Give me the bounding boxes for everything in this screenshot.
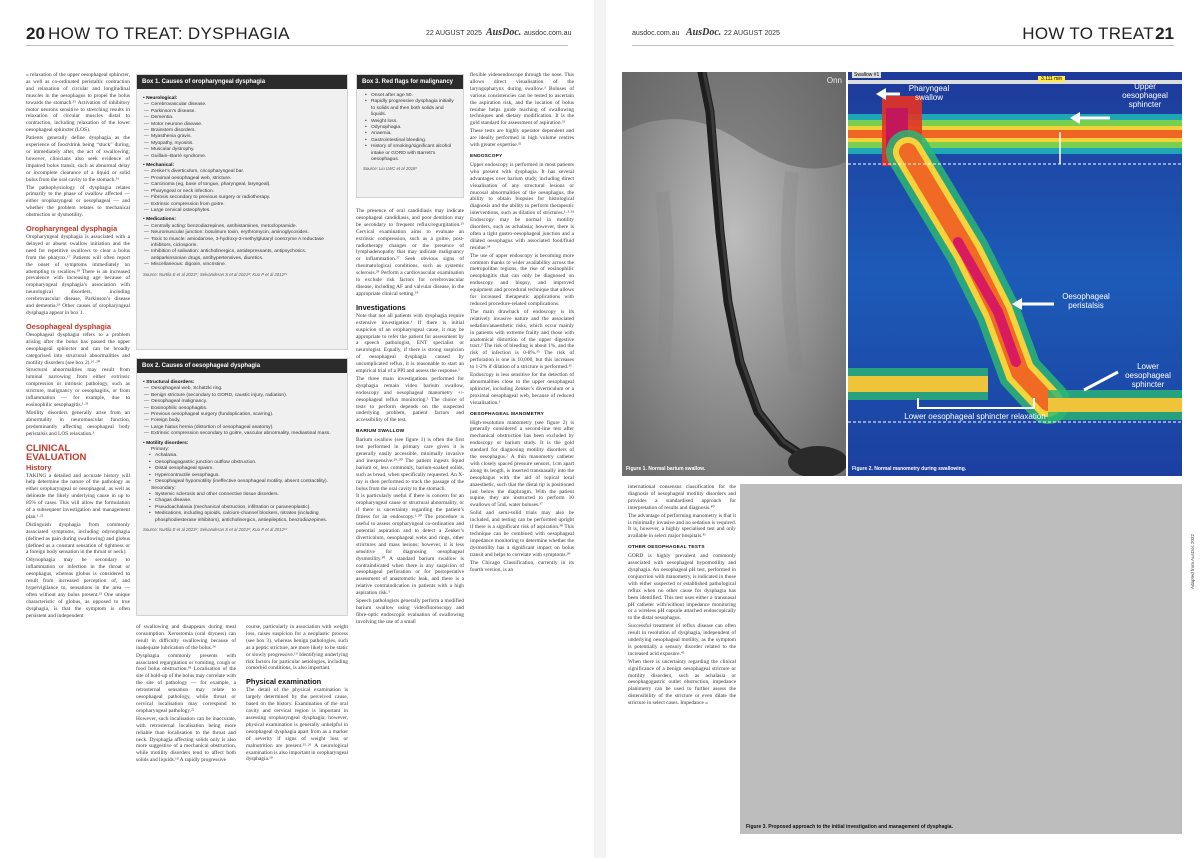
box-list-item: • Hypercontractile oesophagus.: [143, 473, 341, 479]
page-title: HOW TO TREAT: [1022, 24, 1154, 43]
box-list-item: • Pseudoachalasia (mechanical obstruction, infiltration or paraneoplastic).: [143, 505, 341, 511]
box-list: [363, 93, 457, 163]
figure-2-caption: Figure 2. Normal manometry during swallowing.: [852, 466, 967, 472]
box-list-item: — Fibrosis secondary to previous surgery or radiotherapy.: [143, 195, 341, 201]
paragraph: Solid and semi-solid trials may also be included, and testing can be performed upright if there is a significant risk of aspiration.³⁸ This technique can be combined with oesophageal impedance monitoring to determine whether the dysmotility has a significant impact on bolus transit and helps to correlate with symptoms.³⁹: [470, 510, 574, 558]
box-list-item: — Muscular dystrophy.: [143, 147, 341, 153]
page-title: HOW TO TREAT: DYSPHAGIA: [48, 24, 290, 43]
box-list-item: • Onset after age 50.: [363, 93, 457, 99]
paragraph: The three main investigations performed for dysphagia remain video barium swallow, endoscopy and oesophageal manometry +/- oesophageal reflux monitoring.¹ The choice of tests to perform depends on the suspected underlying problem, patient factors and accessibility of the test.: [356, 375, 464, 424]
box-list-item: — Cerebrovascular disease.: [143, 102, 341, 108]
label-upper-sphincter: Upper oesophageal sphincter: [1122, 82, 1168, 109]
paragraph: Upper endoscopy is performed in most patients who present with dysphagia. It has several advantages over barium study, including direct visualisation of any structural lesions or mucosal abnormalities of the oesophagus, the ability to obtain biopsies for histological diagnosis and the ability to perform therapeutic interventions, such as dilation of strictures.¹·³·³³ Endoscopy may be normal in motility disorders, such as achalasia; however, there is often a tight gastro-oesophageal junction and a dilated oesophagus with associated food/fluid residue.³⁴: [470, 161, 574, 251]
box-list-item: — Previous oesophageal surgery (fundoplication, scarring).: [143, 412, 341, 418]
box-list-item: — Large cervical osteophytes.: [143, 208, 341, 214]
box-list-item: • Chagas disease.: [143, 498, 341, 504]
label-peristalsis: Oesophageal peristalsis: [1062, 292, 1110, 310]
box-list-item: — Guillain–Barré syndrome.: [143, 154, 341, 160]
section-heading-oesophageal: Oesophageal dysphagia: [26, 321, 112, 331]
box-list-item: — Miscellaneous: digoxin, vincristine.: [143, 262, 341, 268]
box-category: • Mechanical:: [143, 163, 175, 169]
paragraph: Structural abnormalities may result from luminal narrowing from either extrinsic compression or intrinsic pathology, such as stricture, malignancy or oesophagitis, or from inflammation — for example, due to eosinophilic oesophagitis.¹·²¹: [26, 367, 130, 408]
page-number: 21: [1155, 24, 1174, 43]
box-list-item: — Zenker’s diverticulum, cricopharyngeal bar.: [143, 169, 341, 175]
text-column-1: [26, 72, 130, 852]
box-list-item: • Distal oesophageal spasm.: [143, 466, 341, 472]
paragraph: Patients generally define dysphagia as the experience of food/drink being “stuck” during, or immediately after, the act of swallowing; however, clinicians also seek evidence of impaired bolus transit, such as abnormal delay or incomplete clearance of a liquid or solid bolus from the oral cavity to the stomach.¹⁶: [26, 135, 130, 183]
box-list-item: — Dementia.: [143, 115, 341, 121]
box-list-item: • Achalasia.: [143, 453, 341, 459]
paragraph: Odynophagia may be secondary to inflammation or infection in the throat or oesophagus, whereas globus is considered to result from increased perception of, and hypervigilance to, sensations in the area — often without any bolus present.²³ One unique characteristic of globus, as opposed to true dysphagia, is that the symptom is often persistent and independent: [26, 557, 130, 619]
box-list: Primary:: [151, 447, 170, 453]
box-list-item: • Systemic sclerosis and other connective tissue disorders.: [143, 492, 341, 498]
paragraph: course, particularly in association with weight loss, raises suspicion for a neoplastic process (see box 3). whereas benign pathologies, such as a peptic stricture, are more likely to be static or slowly progressive.¹⁶ Identifying underlying risk factors for particular aetiologies, including comorbid conditions, is also important.: [246, 624, 348, 672]
barium-swallow-heading: BARIUM SWALLOW: [356, 429, 405, 435]
swallow-label: Swallow #1: [854, 72, 880, 78]
paragraph: Barium swallow (see figure 1) is often the first test performed in primary care given it is generally easily accessible, minimally invasive and inexpensive.²⁹·³⁰ The patient ingests liquid barium or, less commonly, barium-soaked solids, such as bread, when specifically requested. An X-ray is then performed to track the passage of the bolus from the oral cavity to the stomach.: [356, 437, 464, 492]
text-column-5: [470, 72, 574, 854]
time-label: 3.111 min: [1038, 76, 1065, 82]
paragraph: Speech pathologists generally perform a modified barium swallow using videofluoroscopy and fibre-optic endoscopic evaluation of swallowing involving the use of a small: [356, 598, 464, 625]
box-list: [143, 102, 341, 160]
manometry-heading: OESOPHAGEAL MANOMETRY: [470, 411, 545, 417]
clinical-heading-line1: CLINICAL: [26, 442, 71, 454]
box-list-item: • Odynophagia.: [363, 125, 457, 131]
box-list-item: — Benign stricture (secondary to GORD, caustic injury, radiation).: [143, 393, 341, 399]
figure-3-credit: Adapted from AusDoc 2022: [1190, 534, 1195, 590]
box-list-item: • Rapidly progressive dysphagia initially to solids and then both solids and liquids.: [363, 99, 457, 118]
box-list: [143, 386, 341, 437]
label-pharyngeal-swallow: Pharyngeal swallow: [908, 84, 950, 102]
other-tests-heading: OTHER OESOPHAGEAL TESTS: [628, 545, 705, 551]
paragraph: Note that not all patients with dysphagia require extensive investigation.¹ If there is initial suspicion of an oropharyngeal cause, it may be appropriate to refer the patient for assessment by a speech pathologist, ENT specialist or neurologist. Equally, if there is strong suspicion of oesophageal dysphagia caused by uncomplicated reflux, it is reasonable to start an empirical trial of a PPI and assess the response.¹: [356, 312, 464, 375]
box-list-item: — Extrinsic compression from goitre.: [143, 202, 341, 208]
box-title: Box 2. Causes of oesophageal dysphagia: [137, 359, 347, 373]
investigations-heading: Investigations: [356, 302, 406, 312]
paragraph: Dysphagia commonly presents with associated regurgitation or vomiting, cough or food bolus obstruction.¹⁸ Localisation of the site of hold-up of the bolus may correlate with the site of pathology — for example, a retrosternal sensation may relate to oesophageal pathology, while throat or cervical localisation may correspond to oropharyngeal pathology.²²: [136, 652, 236, 714]
box-list-item: — Myopathy, myositis.: [143, 141, 341, 147]
box-list-item: — Neuromuscular junction: botulinum toxin, erythromycin, aminoglycosides.: [143, 230, 341, 236]
box-list-item: • History of smoking/significant alcohol intake or GORD with Barrett’s oesophagus.: [363, 144, 457, 163]
box-list-item: — Foreign body.: [143, 418, 341, 424]
box-list-item: — Centrally acting: benzodiazepines, antihistamines, metoclopramide.: [143, 224, 341, 230]
box-1-oropharyngeal-causes: [136, 74, 348, 350]
xray-corner-text: Onn: [826, 76, 842, 85]
box-category: • Structural disorders:: [143, 380, 195, 385]
figure-3-approach: [740, 484, 1195, 834]
box-list: [143, 169, 341, 214]
box-list-item: — Inhibition of salivation: anticholinergics, antidepressants, antipsychotics, antiparkinsonian drugs, antihypertensives, diuretics.: [143, 249, 341, 262]
paragraph: The pathophysiology of dysphagia relates primarily to the phase of swallow affected — either oropharyngeal or oesophageal — and whether the problem relates to mechanical obstruction or dysmotility.: [26, 184, 130, 219]
box-list-item: — Oesophageal malignancy.: [143, 399, 341, 405]
text-column-6: [628, 484, 736, 854]
box-list: [143, 492, 341, 524]
paragraph: High-resolution manometry (see figure 2) is generally considered a second-line test after mechanical obstruction has been excluded by endoscopy or barium study. It is the gold standard for diagnosing motility disorders of the oesophagus.² A thin manometry catheter with closely spaced pressure sensors, 1cm apart along its length, is inserted transnasally into the oesophagus with the aid of topical local anaesthetic, such that the distal tip is positioned just below the diaphragm. With the patient supine, they are instructed to perform 10 swallows of 5mL water boluses.³⁷: [470, 419, 574, 509]
box-list-item: • Weight loss.: [363, 119, 457, 125]
left-page-header: [26, 22, 572, 46]
paragraph: The main drawback of endoscopy is its relatively invasive nature and the associated sedation/anaesthetic risks, which occur mainly in patients with extreme frailty and those with anatomical distortion of the upper digestive tract.³ The risk of bleeding is about 1%, and the risk of infection is 0-8%.³⁵ The risk of perforation is one in 10,000, but this increases to 1-2% if dilation of a stricture is performed.³⁶: [470, 308, 574, 371]
paragraph: TAKING a detailed and accurate history will help determine the nature of the pathology as either oropharyngeal or oesophageal, as well as delineate the likely underlying cause in up to 85% of cases. This will allow the formulation of a subsequent investigation and management plan.¹·²²: [26, 472, 130, 520]
figure-1-caption: Figure 1. Normal barium swallow.: [626, 466, 706, 472]
box-list: [143, 224, 341, 269]
page-gutter: [594, 0, 606, 858]
physical-exam-heading: Physical examination: [246, 677, 322, 687]
box-3-red-flags: [356, 74, 464, 198]
paragraph: Endoscopy is less sensitive for the detection of abnormalities close to the upper oesophageal sphincter, including Zenker’s diverticulum or a proximal oesophageal web, because of reduced visualisation.³: [470, 372, 574, 406]
right-page: [606, 0, 1200, 858]
paragraph: These tests are highly operator dependent and are ideally performed in high volume centres with greater expertise.³²: [470, 128, 574, 149]
endoscopy-heading: ENDOSCOPY: [470, 153, 503, 159]
brand-logo: AusDoc.: [486, 27, 522, 38]
paragraph: of swallowing and disappears during meal consumption. Xerostomia (oral dryness) can result in difficulty swallowing because of inadequate lubrication of the bolus.²⁴: [136, 624, 236, 651]
clinical-heading-line2: EVALUATION: [26, 451, 87, 463]
paragraph: The Chicago Classification, currently in its fourth version, is an: [470, 559, 574, 573]
box-list-item: — Eosinophilic oesophagitis.: [143, 406, 341, 412]
box-list-item: • Gastrointestinal bleeding.: [363, 138, 457, 144]
box-list-item: • Oesophageal hypomotility (ineffective oesophageal motility, absent contractility).: [143, 479, 341, 485]
box-title: Box 3. Red flags for malignancy: [357, 75, 463, 89]
box-list-item: — Pharyngeal or neck infection.: [143, 189, 341, 195]
box-category: • Medications:: [143, 217, 176, 223]
paragraph: Oropharyngeal dysphagia is associated with a delayed or absent swallow initiation and the need for repetitive swallows to clear a bolus from the pharynx.¹⁷ Patients will often report the onset of symptoms immediately on attempting to swallow.¹⁸ There is an increased prevalence with increasing age because of oropharyngeal dysphagia’s association with neurological disorders, including cerebrovascular disease, Parkinson’s disease and dementia.¹⁹ Other causes of oropharyngeal dysphagia appear in box 1.: [26, 234, 130, 316]
paragraph: The detail of the physical examination is largely determined by the perceived cause, based on the history. Examination of the oral cavity and cervical region is important in assessing oropharyngeal dysphagia; however, physical examination is generally unhelpful in oesophageal dysphagia apart from as a marker of severity if signs of weight loss or malnutrition are present.²⁵·²⁶ A neurological examination is also important in oropharyngeal dysphagia.¹⁸: [246, 687, 348, 763]
box-list-item: — Oesophageal web, Schatzki ring.: [143, 386, 341, 392]
header-date: 22 AUGUST 2025: [724, 30, 780, 37]
text-column-3: [246, 624, 348, 854]
box-category: • Neurological:: [143, 96, 178, 101]
barium-xray-image: [622, 72, 846, 476]
box-list-item: • Anaemia.: [363, 131, 457, 137]
paragraph: However, such localisation can be inaccurate, with retrosternal localisation being more reliable than localisation to the throat and neck. Dysphagia affecting solids only is also more suggestive of a mechanical obstruction, while motility disorders tend to affect both solids and liquids.¹⁸ A rapidly progressive: [136, 715, 236, 764]
paragraph: GORD is highly prevalent and commonly associated with oesophageal hypomotility and dysphagia. An oesophageal pH test, performed in conjunction with manometry, is indicated in those with either suspected or established pathological reflux when no other cause for dysphagia has been identified. This test uses either a transnasal pH catheter with/without impedance monitoring or a wireless pH capsule attached endoscopically to the distal oesophagus.: [628, 553, 736, 622]
box-list-item: — Extrinsic compression secondary to goitre, vascular abnormality, mediastinal mass.: [143, 431, 341, 437]
paragraph: Distinguish dysphagia from commonly associated symptoms, including odynophagia (defined as pain during swallowing) and globus (defined as a constant sensation of tightness or a foreign body sensation in the throat or neck).: [26, 521, 130, 556]
box-list-item: • Oesophagogastric junction outflow obstruction.: [143, 460, 341, 466]
header-site: ausdoc.com.au: [632, 30, 680, 37]
box-list-item: — Proximal oesophageal web, stricture.: [143, 176, 341, 182]
box-list-item: • Medications, including opioids, calcium-channel blockers, nitrates (including phosphodiesterase inhibitors), anticholinergics, antiepileptics, benzodiazepines.: [143, 511, 341, 524]
figure-3-caption: Figure 3. Proposed approach to the initial investigation and management of dysphagia.: [746, 824, 953, 830]
paragraph: Successful treatment of reflux disease can often result in resolution of dysphagia, independent of underlying oesophageal motility, as the symptom is potentially a sensory disorder related to the increased acid exposure.⁴²: [628, 623, 736, 657]
page-number: 20: [26, 24, 45, 43]
paragraph: international consensus classification for the diagnosis of oesophageal motility disorders and provides a standardised approach for interpretation of results and diagnosis.⁴⁰: [628, 484, 736, 511]
paragraph: « relaxation of the upper oesophageal sphincter, as well as co-ordinated peristaltic contraction and relaxation of circular and longitudinal muscles in the oesophagus to propel the bolus towards the stomach.¹⁵ Activation of inhibitory motor neurons sensitive to stretching results in relaxation of circular muscles distal to contraction, including relaxation of the lower oesophageal sphincter (LOS).: [26, 72, 130, 134]
box-list-item: — Carcinoma (eg, base of tongue, pharyngeal, laryngeal).: [143, 182, 341, 188]
box-list-item: — Parkinson’s disease.: [143, 109, 341, 115]
box-source: Source: Nurtila E et al 2023⁹; Selvanderan S et al 2021⁸; Kuo P et al 2012¹⁹: [143, 526, 288, 532]
box-list-item: — Large hiatus hernia (distortion of oesophageal anatomy).: [143, 425, 341, 431]
paragraph: Oesophageal dysphagia refers to a problem arising after the bolus has passed the upper oesophageal sphincter and can be broadly categorised into structural abnormalities and motility disorders (see box 2).¹⁶·²⁰: [26, 331, 130, 366]
box-list: [143, 453, 341, 485]
box-list-item: — Motor neurone disease.: [143, 122, 341, 128]
label-sphincter-relaxation: Lower oesophageal sphincter relaxation: [904, 412, 1046, 421]
header-site: ausdoc.com.au: [524, 30, 572, 37]
paragraph: The presence of oral candidiasis may indicate oesophageal candidiasis, and poor dentition may be secondary to frequent reflux/regurgitation.²⁵ Cervical examination aims to evaluate an extrinsic compression, such as a goitre, post-radiotherapy changes or the presence of lymphadenopathy that may indicate malignancy or inflammation.²⁷ Seek obvious signs of rheumatological conditions, such as systemic sclerosis.²⁸ Perform a cardiovascular examination to exclude risk factors for cerebrovascular disease, including AF and valvular disease, in the appropriate clinical setting.¹⁸: [356, 208, 464, 297]
brand-logo: AusDoc.: [686, 27, 722, 38]
box-list-item: — Brainstem disorders.: [143, 128, 341, 134]
figure-2-manometry: [848, 72, 1182, 476]
box-source: Source: Liu LWC et al 2018³: [363, 166, 417, 172]
paragraph: The use of upper endoscopy is becoming more common thanks to wider availability across the metropolitan regions, the rise of eosinophilic oesophagitis that can only be diagnosed on endoscopy and biopsy, and improved equipment and procedural technique that allows for increased therapeutic applications with reduced procedure-related complications.: [470, 252, 574, 307]
figure-1-barium-swallow: [622, 72, 846, 476]
box-list-item: — Toxic to muscle: amiodarone, 3-hydroxy-3-methylglutaryl coenzyme A reductase inhibitors, ciclosporin.: [143, 237, 341, 250]
text-column-2: [136, 624, 236, 854]
box-category: • Motility disorders:: [143, 440, 189, 446]
left-page: [0, 0, 594, 858]
section-heading-oropharyngeal: Oropharyngeal dysphagia: [26, 224, 118, 234]
paragraph: When there is uncertainty regarding the clinical significance of a benign oesophageal stricture or motility disorders, such as achalasia or oesophagogastric outlet obstruction, impedance planimetry can be used to further assess the distensibility of the stricture or even dilate the stricture in select cases. Impedance »: [628, 658, 736, 707]
box-source: Source: Nurtila E et al 2023⁹; Selvanderan S et al 2021⁸; Kuo P et al 2012¹⁹: [143, 271, 288, 277]
header-date: 22 AUGUST 2025: [426, 30, 482, 37]
paragraph: The advantage of performing manometry is that it is minimally invasive and no sedation is required. It is, however, a highly specialised test and only available in select major hospitals.⁴¹: [628, 512, 736, 540]
box-2-oesophageal-causes: [136, 358, 348, 616]
paragraph: flexible videoendoscope through the nose. This allows direct visualisation of the laryngopharynx during swallow.³ Boluses of various consistencies can be tested to ascertain the aspiration risk, and the location of bolus residue helps guide teaching of swallowing techniques and dietary modification. It is the gold standard for assessment of aspiration.³¹: [470, 72, 574, 127]
label-lower-sphincter: Lower oesophageal sphincter: [1125, 362, 1171, 389]
paragraph: It is particularly useful if there is concern for an oropharyngeal cause or structural abnormality, or if there is uncertainty regarding the patient’s fitness for an endoscopy.¹·³⁰ The procedure is useful to assess oropharyngeal co-ordination and potential aspiration and to detect a Zenker’s diverticulum, oesophageal webs and rings, other strictures and mass lesions; however, it is less sensitive for diagnosing oesophageal dysmotility.³⁰ A standard barium swallow is contraindicated when there is any suspicion of oesophageal perforation or for postoperative assessment of anastomotic leak, and there is a relative contraindication in patients with a high aspiration risk.³: [356, 493, 464, 597]
right-page-header: [632, 22, 1174, 46]
paragraph: Motility disorders generally arise from an abnormality in neuromuscular function, predominantly affecting oesophageal body peristalsis and LOS relaxation.²: [26, 409, 130, 437]
box-title: Box 1. Causes of oropharyngeal dysphagia: [137, 75, 347, 89]
text-column-4: [356, 208, 464, 854]
box-list-item: — Myasthenia gravis.: [143, 134, 341, 140]
box-list: Secondary:: [151, 485, 176, 491]
history-heading: History: [26, 462, 52, 472]
